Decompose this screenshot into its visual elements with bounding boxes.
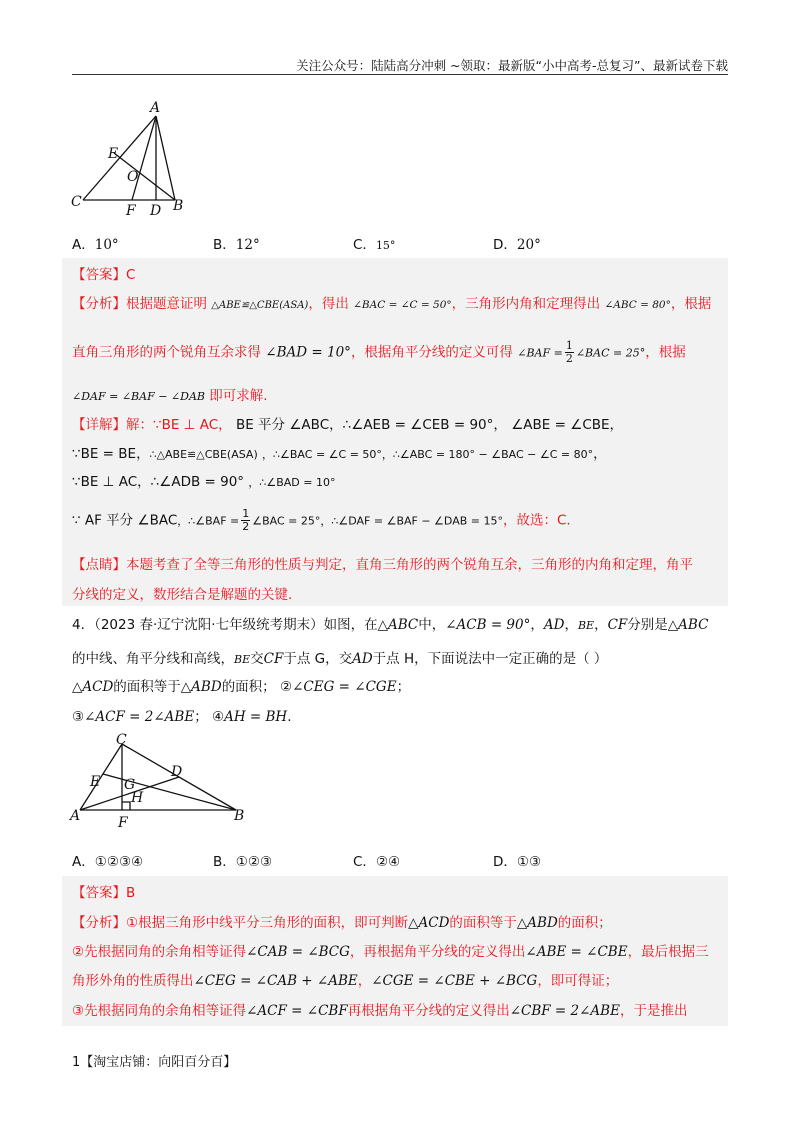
q4-option-d[interactable]: D．①③ bbox=[493, 854, 542, 870]
q3-option-a[interactable]: A．10° bbox=[72, 237, 119, 253]
q4-analysis-line-1: 【分析】①根据三角形中线平分三角形的面积，即可判断△ACD的面积等于△ABD的面积； bbox=[72, 915, 612, 931]
q4-answer: 【答案】B bbox=[72, 885, 136, 901]
fig1-label-e: E bbox=[108, 146, 119, 162]
q4-stem-line-3: △ACD的面积等于△ABD的面积； ②∠CEG = ∠CGE； bbox=[72, 679, 411, 695]
q3-detail-line-1: 【详解】解：∵BE ⊥ AC， BE 平分 ∠ABC，∴∠AEB = ∠CEB = 90°， ∠ABE = ∠CBE， bbox=[72, 417, 624, 433]
q3-analysis-line-3: ∠DAF = ∠BAF − ∠DAB 即可求解. bbox=[72, 388, 268, 404]
q4-stem-line-4: ③∠ACF = 2∠ABE； ④AH = BH. bbox=[72, 709, 292, 725]
page-header bbox=[72, 56, 728, 75]
fig1-label-b: B bbox=[173, 198, 184, 214]
fig1-label-d: D bbox=[150, 203, 162, 216]
q4-analysis-line-2: ②先根据同角的余角相等证得∠CAB = ∠BCG，再根据角平分线的定义得出∠ABE = ∠CBE，最后根据三 bbox=[72, 944, 709, 960]
q4-analysis-line-3: 角形外角的性质得出∠CEG = ∠CAB + ∠ABE，∠CGE = ∠CBE + ∠BCG，即可得证； bbox=[72, 973, 619, 989]
fig1-label-c: C bbox=[71, 194, 82, 210]
q3-option-c[interactable]: C．15° bbox=[353, 237, 396, 253]
triangle-figure-2 bbox=[66, 730, 256, 832]
fig2-label-b: B bbox=[234, 808, 245, 824]
q3-comment-line-2: 分线的定义，数形结合是解题的关键. bbox=[72, 587, 293, 603]
fig2-label-c: C bbox=[116, 732, 127, 748]
q3-analysis-line-1: 【分析】根据题意证明 △ABE≌△CBE(ASA)，得出 ∠BAC = ∠C = 50°，三角形内角和定理得出 ∠ABC = 80°，根据 bbox=[72, 296, 712, 312]
q4-stem-line-1: 4．（2023 春·辽宁沈阳·七年级统考期末）如图，在△ABC中，∠ACB = 90°，AD，BE，CF分别是△ABC bbox=[72, 617, 709, 633]
q4-option-a[interactable]: A．①②③④ bbox=[72, 854, 144, 870]
q4-option-b[interactable]: B．①②③ bbox=[213, 854, 273, 870]
fig2-label-h: H bbox=[131, 790, 144, 806]
q3-option-d[interactable]: D．20° bbox=[493, 237, 541, 253]
fig2-label-e: E bbox=[90, 774, 101, 790]
q3-answer: 【答案】C bbox=[72, 267, 136, 283]
fig2-label-f: F bbox=[118, 815, 128, 831]
q3-comment-line-1: 【点睛】本题考查了全等三角形的性质与判定，直角三角形的两个锐角互余，三角形的内角和定理，角平 bbox=[72, 557, 693, 573]
page-footer: 1【淘宝店铺：向阳百分百】 bbox=[72, 1055, 237, 1070]
q3-analysis-line-2: 直角三角形的两个锐角互余求得 ∠BAD = 10°，根据角平分线的定义可得 ∠BAF = $\frac{1}{2}$ ∠BAC = 25°，根据 bbox=[72, 339, 686, 365]
q3-option-b[interactable]: B．12° bbox=[213, 237, 260, 253]
fig1-label-f: F bbox=[126, 203, 136, 216]
q4-analysis-line-4: ③先根据同角的余角相等证得∠ACF = ∠CBF再根据角平分线的定义得出∠CBF = 2∠ABE，于是推出 bbox=[72, 1003, 688, 1019]
q4-option-c[interactable]: C．②④ bbox=[353, 854, 401, 870]
fig1-label-a: A bbox=[150, 100, 161, 116]
header-text: 关注公众号：陆陆高分冲刺 ~领取：最新版“小中高考-总复习”、最新试卷下载 bbox=[296, 58, 728, 73]
fig1-label-o: O bbox=[127, 169, 139, 185]
q3-detail-line-3: ∵BE ⊥ AC，∴∠ADB = 90° ，∴∠BAD = 10° bbox=[72, 474, 336, 490]
q3-detail-line-4: ∵ AF 平分 ∠BAC，∴∠BAF = $\frac{1}{2}$ ∠BAC = 25°，∴∠DAF = ∠BAF − ∠DAB = 15°，故选：C. bbox=[72, 507, 571, 533]
triangle-figure-1 bbox=[68, 98, 198, 216]
q3-detail-line-2: ∵BE = BE，∴△ABE≌△CBE(ASA) ，∴∠BAC = ∠C = 50°，∴∠ABC = 180° − ∠BAC − ∠C = 80°， bbox=[72, 446, 607, 462]
fig2-label-g: G bbox=[124, 777, 136, 793]
fig2-label-d: D bbox=[171, 764, 183, 780]
fig2-label-a: A bbox=[70, 808, 81, 824]
q4-stem-line-2: 的中线、角平分线和高线，BE交CF于点 G，交AD于点 H，下面说法中一定正确的是（ ） bbox=[72, 651, 608, 667]
